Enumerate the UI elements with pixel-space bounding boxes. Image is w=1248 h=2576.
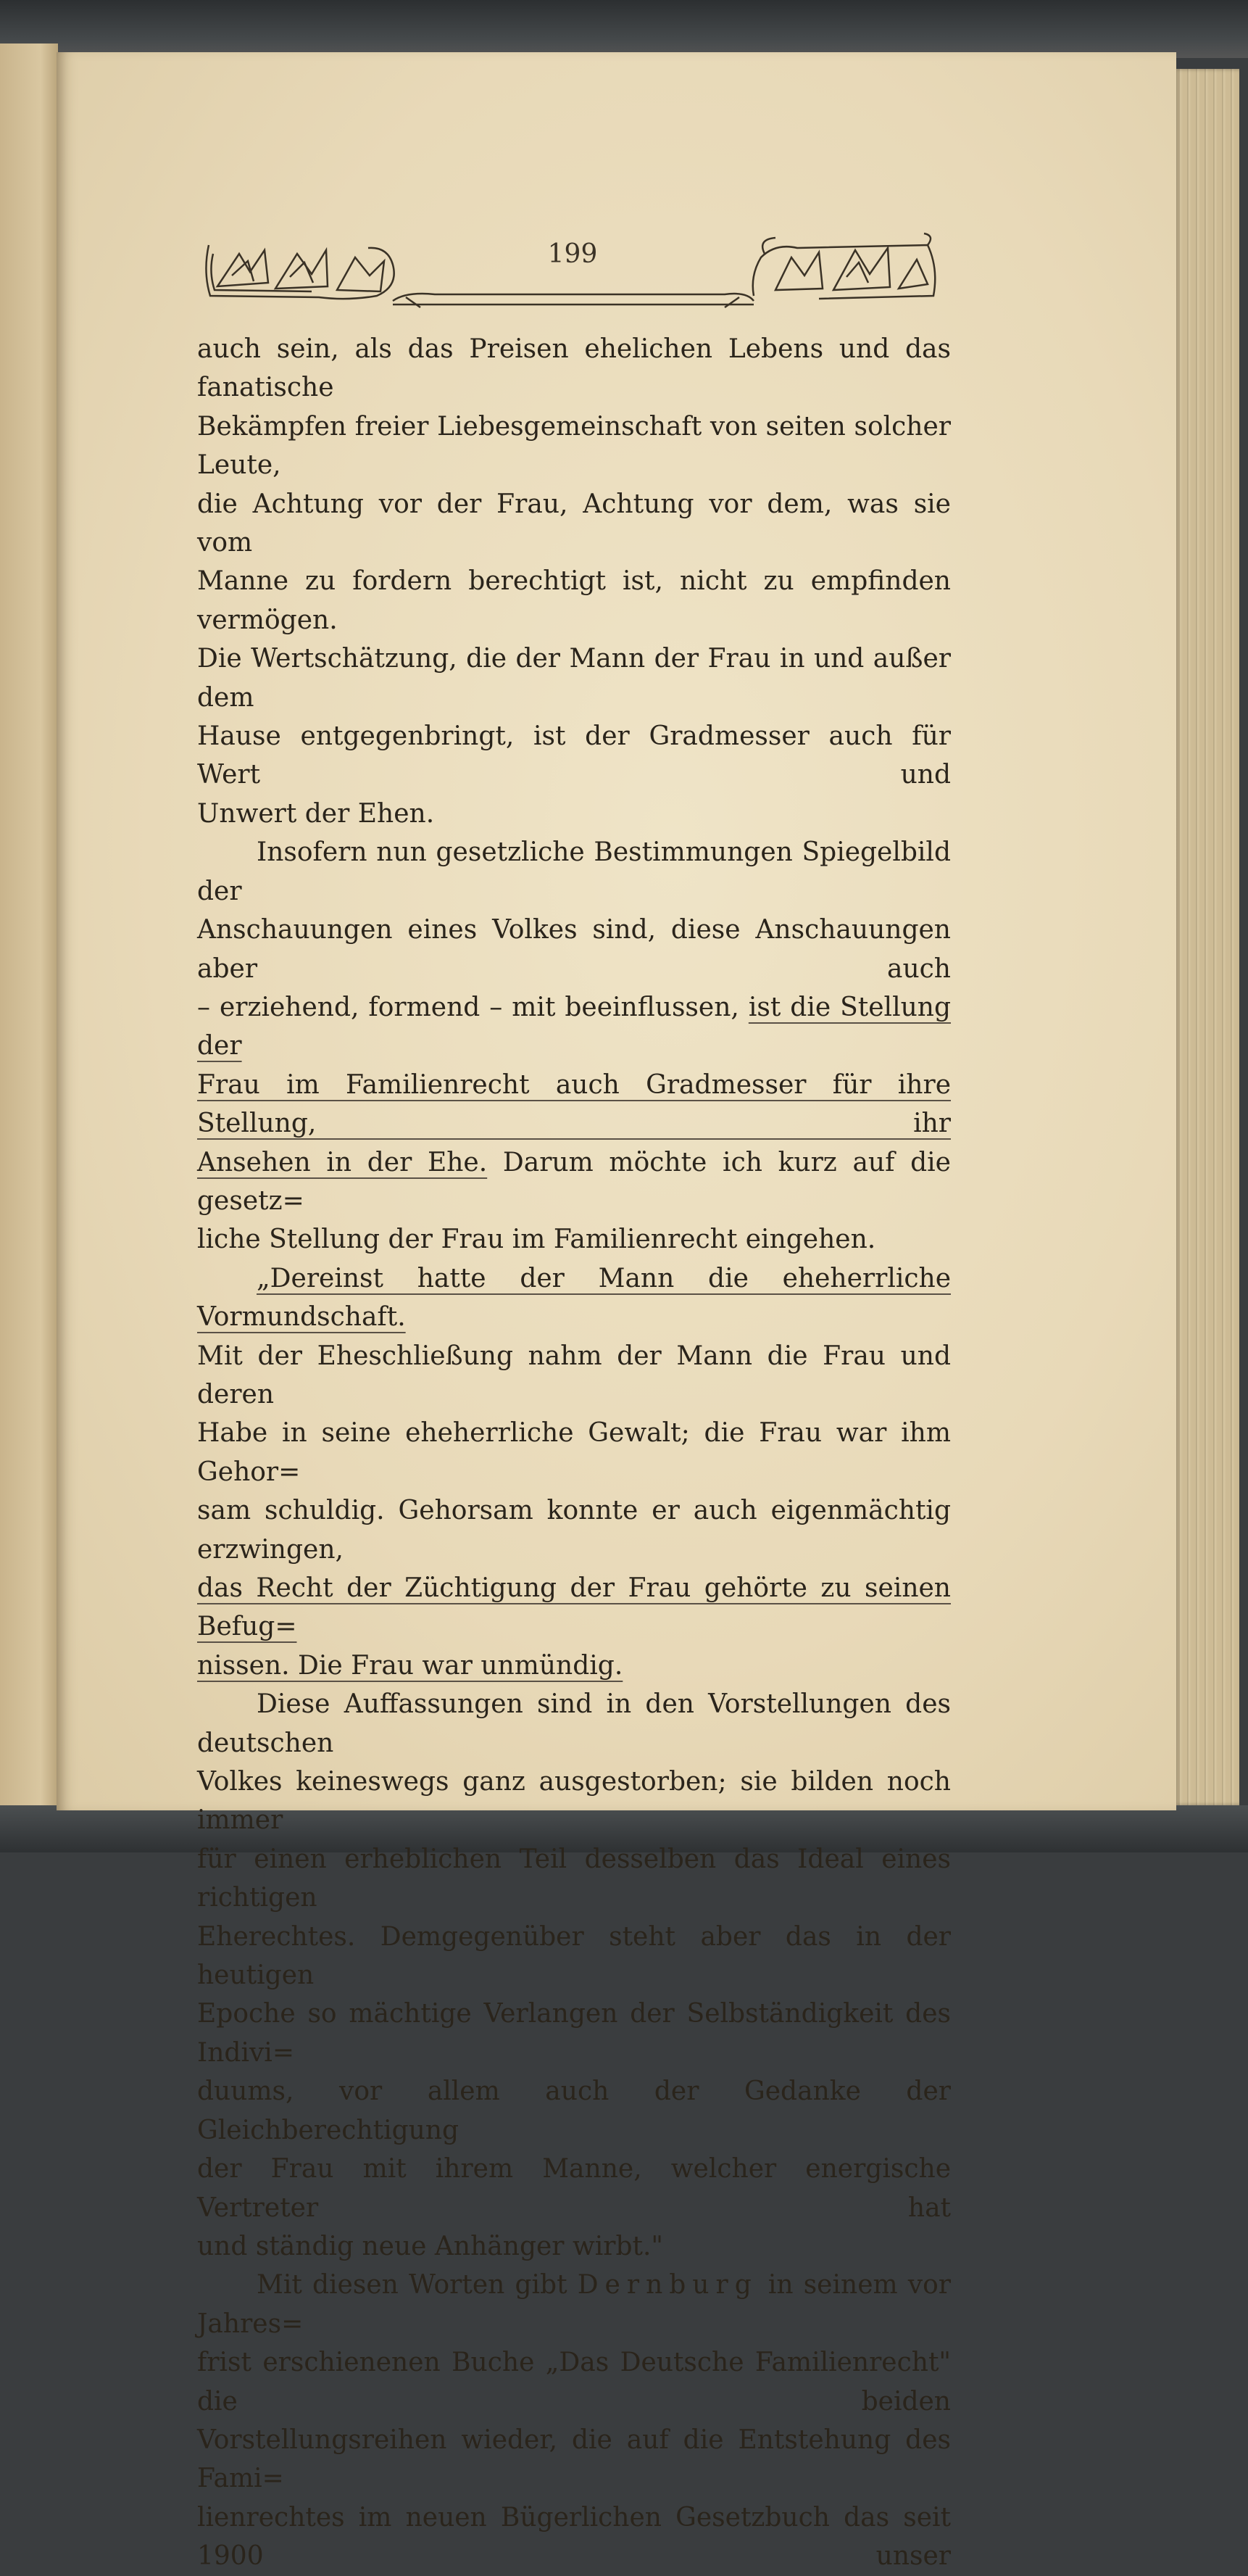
text-line: Epoche so mächtige Verlangen der Selbständigkeit des Indivi= [197, 1999, 951, 2068]
text-line: Anschauungen eines Volkes sind, diese Anschauungen aber auch [197, 915, 951, 984]
underlined-text: ist die Stellung der [197, 992, 951, 1061]
text-line: der Frau mit ihrem Manne, welcher energische Vertreter hat [197, 2154, 951, 2223]
page-number: 199 [547, 239, 598, 269]
text-line: duums, vor allem auch der Gedanke der Gleichberechtigung [197, 2076, 951, 2145]
text-line: Mit der Eheschließung nahm der Mann die Frau und deren [197, 1341, 951, 1409]
text-line: auch sein, als das Preisen ehelichen Lebens und das fanatische [197, 334, 951, 403]
book-cover-top [0, 0, 1248, 58]
text-line: lienrechtes im neuen Bügerlichen Gesetzbuch das seit 1900 unser [197, 2502, 951, 2572]
text-segment: – erziehend, formend – mit beeinflussen, [197, 992, 739, 1022]
page-edges-stack [1174, 69, 1239, 1805]
text-line: Eherechtes. Demgegenüber steht aber das in der heutigen [197, 1921, 951, 1991]
text-line: sam schuldig. Gehorsam konnte er auch eigenmächtig erzwingen, [197, 1496, 951, 1565]
text-line: und ständig neue Anhänger wirbt." [197, 2231, 663, 2261]
text-line: Diese Auffassungen sind in den Vorstellungen des deutschen [197, 1689, 951, 1758]
body-text [197, 330, 951, 2576]
text-line: für einen erheblichen Teil desselben das Ideal eines richtigen [197, 1844, 951, 1913]
text-segment: Mit diesen Worten gibt [257, 2270, 567, 2300]
text-line: Manne zu fordern berechtigt ist, nicht zu empfinden vermögen. [197, 566, 951, 635]
text-line [197, 988, 951, 1066]
underlined-text: Ansehen in der Ehe. [197, 1147, 488, 1177]
text-line: Vorstellungsreihen wieder, die auf die Entstehung des Fami= [197, 2424, 951, 2494]
underlined-line: Frau im Familienrecht auch Gradmesser für ihre Stellung, ihr [197, 1069, 951, 1139]
underlined-line: „Dereinst hatte der Mann die eheherrliche Vormundschaft. [197, 1263, 951, 1333]
text-line: Unwert der Ehen. [197, 798, 435, 829]
text-segment: in seinem vor Jahres= [197, 2270, 951, 2339]
text-line: Bekämpfen freier Liebesgemeinschaft von seiten solcher Leute, [197, 411, 951, 481]
underlined-line: das Recht der Züchtigung der Frau gehörte zu seinen Befug= [197, 1573, 951, 1642]
text-line: frist erschienenen Buche „Das Deutsche Familienrecht" die beiden [197, 2348, 951, 2416]
text-line: die Achtung vor der Frau, Achtung vor dem, was sie vom [197, 489, 951, 558]
text-line [197, 1143, 951, 1221]
page-header-ornament [203, 232, 942, 312]
text-line: Die Wertschätzung, die der Mann der Frau in und außer dem [197, 644, 951, 713]
underlined-line: nissen. Die Frau war unmündig. [197, 1650, 623, 1681]
text-line [197, 2266, 951, 2343]
facing-page-edge [0, 44, 58, 1813]
text-line: Habe in seine eheherrliche Gewalt; die Frau war ihm Gehor= [197, 1418, 951, 1487]
text-line: Insofern nun gesetzliche Bestimmungen Spiegelbild der [197, 837, 951, 906]
author-name: Dernburg [577, 2270, 758, 2300]
text-segment: Darum möchte ich kurz auf die gesetz= [197, 1147, 951, 1216]
text-line: Volkes keineswegs ganz ausgestorben; sie bilden noch immer [197, 1767, 951, 1836]
text-line: Hause entgegenbringt, ist der Gradmesser auch für Wert und [197, 721, 951, 790]
text-line: liche Stellung der Frau im Familienrecht eingehen. [197, 1225, 876, 1255]
